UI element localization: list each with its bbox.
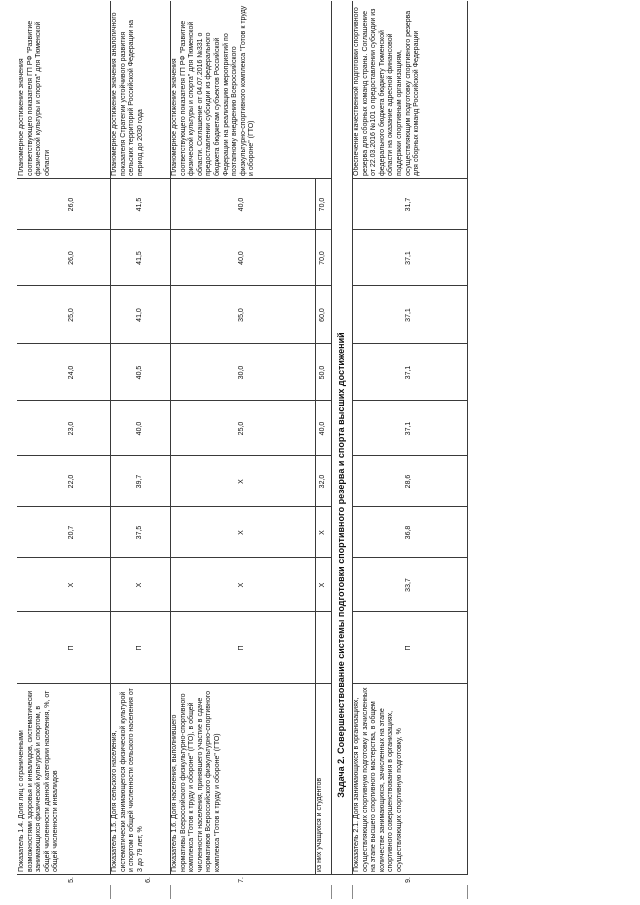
value-2021: 26,0 — [68, 251, 76, 265]
grid-line — [17, 229, 331, 230]
value-2018: 40,0 — [135, 421, 143, 436]
unit-cell: П — [405, 645, 413, 651]
note-cell: Планомерное достижение значения соответствующего показателя ГП РФ "Развитие физической культуры и спорта" для Тюменской области. Соглашение от 04.07.2016 №331 о предоставлении субсидии из федерального бюджета бюджетам субъектов Российской Федерации на реализацию мероприятий по поэтапному внедрению Всероссийского физкультурно-спортивного комплекса "Готов к труду и обороне" (ГТО) — [171, 5, 256, 176]
value-2019: 24,0 — [68, 365, 76, 380]
unit-cell: П — [68, 645, 76, 651]
margin-tick — [110, 885, 111, 899]
indicator-cell: Показатель 2.1. Доля занимающихся в организациях, осуществляющих спортивную подготовку и зачисленных на этапе высшего спортивного мастерства, в общем количестве занимающихся, зачисленных на этапе спортивного совершенствования в организациях, осуществляющих спортивную подготовку, % — [353, 687, 403, 872]
value-2018: 37,1 — [405, 421, 413, 436]
value-2021: 40,0 — [238, 251, 246, 265]
indicator-cell: Показатель 1.5. Доля сельского населения, систематически занимающегося физической культурой и спортом в общей численности сельского населения от 3 до 79 лет, % — [111, 688, 144, 872]
row-number: 6. — [144, 877, 152, 883]
note-cell: Планомерное достижение значения соответствующего показателя ГП РФ "Развитие физической культуры и спорта" для Тюменской области — [18, 20, 51, 176]
grid-line — [17, 455, 331, 456]
indicator-cell: Показатель 1.6. Доля населения, выполнившего нормативы Всероссийского физкультурно-спортивного комплекса "Готов к труду и обороне" (ГТО), в общей численности населения, принявшего участие в сдаче нормативов Всероссийского физкультурно-спортивного комплекса "Готов к труду и обороне" (ГТО) — [171, 690, 221, 872]
value-2020: 37,1 — [405, 308, 413, 322]
grid-line — [17, 343, 331, 344]
grid-line — [352, 285, 467, 286]
value-2015: 33,7 — [405, 578, 413, 592]
note-cell: Планомерное достижение значения аналогичного показателя Стратегии устойчивого развития сельских территорий Российской Федерации на период до 2030 года — [111, 12, 144, 176]
grid-line — [17, 506, 331, 507]
value-2017: 28,6 — [405, 474, 413, 489]
value-2015: X — [68, 582, 76, 588]
value-2020: 35,0 — [238, 308, 246, 322]
value-2022: 31,7 — [405, 197, 413, 212]
task-heading: Задача 2. Совершенствование системы подготовки спортивного резерва и спорта высших достижений — [336, 332, 346, 798]
value-2021: 41,5 — [135, 251, 143, 265]
value-2022: 26,0 — [68, 197, 76, 212]
value-2017: X — [238, 479, 246, 484]
value-2021: 70,0 — [318, 251, 326, 265]
grid-line — [352, 611, 467, 612]
value-2015: X — [238, 582, 246, 588]
value-2019: 40,5 — [135, 365, 143, 380]
grid-line — [352, 343, 467, 344]
grid-line — [17, 285, 331, 286]
row-number: 7. — [238, 877, 246, 883]
value-2020: 41,0 — [135, 308, 143, 322]
value-2016: X — [238, 530, 246, 535]
grid-line — [17, 874, 467, 875]
grid-line — [352, 229, 467, 230]
grid-line — [17, 557, 331, 558]
grid-line — [17, 683, 331, 684]
value-2018: 25,0 — [238, 421, 246, 436]
grid-line — [110, 1, 111, 875]
grid-line — [352, 506, 467, 507]
grid-line — [170, 1, 171, 875]
grid-line — [467, 1, 468, 875]
value-2016: 36,8 — [405, 525, 413, 540]
grid-line — [352, 557, 467, 558]
value-2019: 30,0 — [238, 365, 246, 380]
margin-tick — [331, 885, 332, 899]
margin-tick — [352, 885, 353, 899]
value-2016: 37,5 — [135, 525, 143, 540]
grid-line — [17, 178, 331, 179]
margin-tick — [170, 885, 171, 899]
indicator-cell: из них учащихся и студентов — [316, 777, 323, 872]
value-2022: 40,0 — [238, 197, 246, 212]
value-2015: X — [135, 582, 143, 588]
value-2018: 40,0 — [318, 421, 326, 436]
note-cell: Обеспечение качественной подготовки спортивного резерва для сборных команд страны. Соглашение от 22.03.2016 №101 о предоставлении субсидии из федерального бюджета бюджету Тюменской области на оказание адресной финансовой поддержки спортивным организациям, осуществляющим подготовку спортивного резерва для сборных команд Российской Федерации — [353, 7, 421, 176]
value-2020: 25,0 — [68, 308, 76, 322]
unit-cell: П — [135, 645, 143, 651]
value-2022: 70,0 — [318, 197, 326, 212]
value-2020: 60,0 — [318, 308, 326, 322]
value-2016: 20,7 — [68, 525, 76, 540]
value-2017: 22,0 — [68, 474, 76, 489]
grid-line — [17, 611, 331, 612]
value-2019: 50,0 — [318, 365, 326, 380]
unit-cell: П — [238, 645, 246, 651]
grid-line — [352, 178, 467, 179]
value-2021: 37,1 — [405, 251, 413, 265]
row-number: 5. — [68, 877, 76, 883]
value-2016: X — [318, 530, 326, 535]
row-number: 9. — [405, 877, 413, 883]
grid-line — [315, 179, 316, 875]
grid-line — [352, 1, 353, 875]
value-2015: X — [318, 582, 326, 588]
value-2017: 32,0 — [318, 474, 326, 489]
grid-line — [352, 400, 467, 401]
value-2019: 37,1 — [405, 365, 413, 380]
grid-line — [17, 400, 331, 401]
indicator-cell: Показатель 1.4. Доля лиц с ограниченными возможностями здоровья и инвалидов, систематически занимающихся физической культурой и спортом, в общей численности данной категории населения, %, от общей численности инвалидов — [18, 690, 60, 872]
grid-line — [352, 455, 467, 456]
grid-line — [331, 1, 332, 875]
value-2022: 41,5 — [135, 197, 143, 212]
margin-tick — [467, 885, 468, 899]
value-2018: 23,0 — [68, 421, 76, 436]
grid-line — [352, 683, 467, 684]
value-2017: 39,7 — [135, 474, 143, 489]
